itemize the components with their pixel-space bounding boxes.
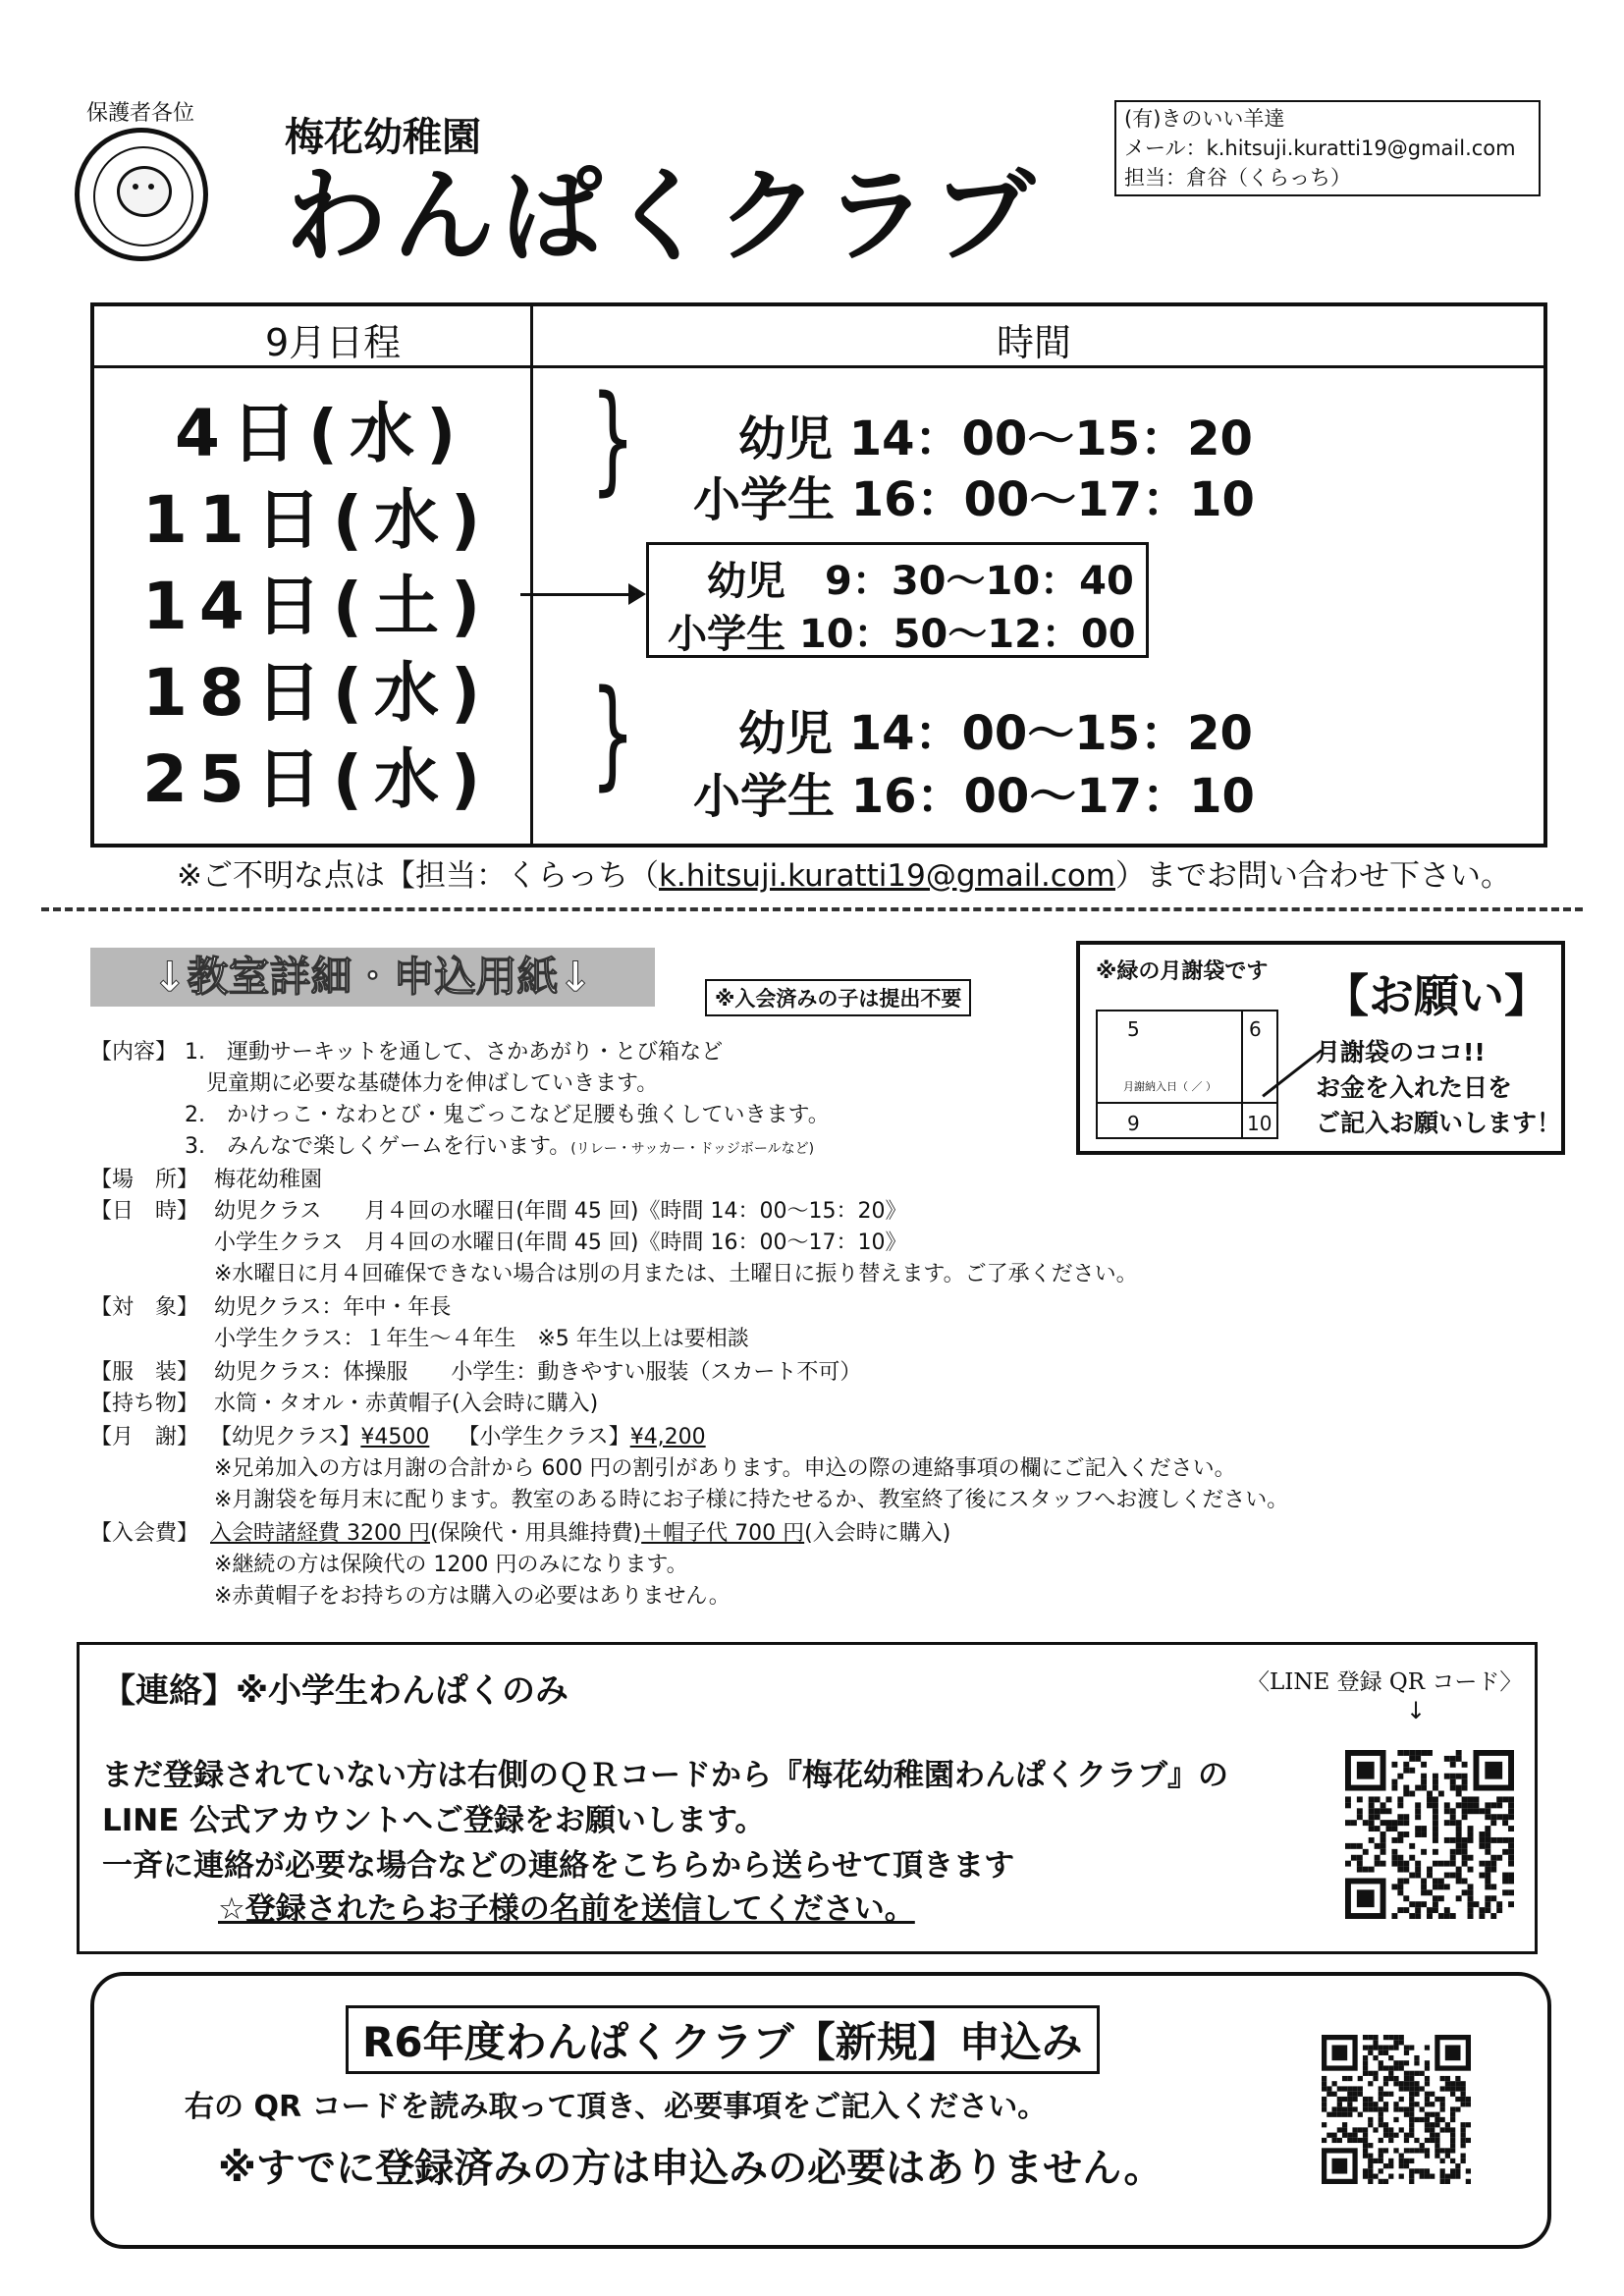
envelope-number: 6 — [1249, 1017, 1262, 1041]
detail-label: 【対 象】 — [90, 1295, 199, 1320]
schedule-date: 25日(水) — [142, 741, 493, 817]
onegai-title: 【お願い】 — [1324, 969, 1549, 1022]
brace-icon: } — [590, 371, 636, 508]
detail-bring: 水筒・タオル・赤黄帽子(入会時に購入) — [214, 1392, 599, 1416]
addressee: 保護者各位 — [86, 101, 195, 126]
down-arrow-icon: ↓ — [1406, 1697, 1427, 1724]
detail-content-text: 3. みんなで楽しくゲームを行います。 — [185, 1134, 571, 1159]
saturday-time-elem: 小学生 10：50〜12：00 — [668, 612, 1136, 657]
detail-fee — [210, 1422, 706, 1453]
detail-label: 【日 時】 — [90, 1199, 199, 1224]
application-qr-code-icon[interactable] — [1322, 2035, 1471, 2184]
join-fee-desc: (保険代・用具維持費) — [429, 1521, 642, 1546]
envelope-number: 9 — [1127, 1112, 1140, 1135]
hat-fee: ＋帽子代 700 円 — [641, 1521, 805, 1546]
new-application-instruction: 右の QR コードを読み取って頂き、必要事項をご記入ください。 — [185, 2090, 1048, 2124]
inquiry-suffix: ）までお問い合わせ下さい。 — [1115, 858, 1511, 894]
contact-box — [1114, 100, 1541, 196]
envelope-number: 5 — [1127, 1017, 1140, 1041]
contact-line: 一斉に連絡が必要な場合などの連絡をこちらから送らせて頂きます — [102, 1848, 1015, 1884]
page-title: わんぱくクラブ — [285, 156, 1042, 276]
schedule-date: 14日(土) — [142, 569, 493, 644]
detail-time-note: ※水曜日に月４回確保できない場合は別の月または、土曜日に振り替えます。ご了承ください。 — [214, 1262, 1138, 1286]
envelope-number: 10 — [1247, 1112, 1272, 1135]
contact-section-heading: 【連絡】※小学生わんぱくのみ — [102, 1671, 569, 1711]
weekday-time-elem: 小学生 16：00〜17：10 — [693, 769, 1255, 824]
detail-label: 【場 所】 — [90, 1168, 199, 1192]
detail-label: 【服 装】 — [90, 1360, 199, 1385]
details-section-header: ↓教室詳細・申込用紙↓ — [90, 948, 655, 1007]
inquiry-note — [177, 850, 1511, 895]
join-fee: 入会時諸経費 3200 円 — [210, 1521, 430, 1546]
schedule-date: 4日(水) — [175, 396, 468, 471]
contact-line: ☆登録されたらお子様の名前を送信してください。 — [218, 1891, 915, 1927]
detail-join-note: ※継続の方は保険代の 1200 円のみになります。 — [214, 1553, 688, 1577]
contact-email: メール：k.hitsuji.kuratti19@gmail.com — [1124, 137, 1516, 160]
onegai-line: 月謝袋のココ!! — [1316, 1038, 1486, 1066]
inquiry-prefix: ※ご不明な点は【担当：くらっち（ — [177, 858, 659, 894]
schedule-header-date: 9月日程 — [265, 321, 402, 364]
detail-time: 幼児クラス 月４回の水曜日(年間 45 回)《時間 14：00〜15：20》 — [214, 1199, 907, 1224]
contact-line: まだ登録されていない方は右側のＱＲコードから『梅花幼稚園わんぱくクラブ』の — [102, 1758, 1228, 1793]
detail-content — [185, 1131, 814, 1165]
detail-fee-note: ※兄弟加入の方は月謝の合計から 600 円の割引があります。申込の際の連絡事項の欄にご記入ください。 — [214, 1456, 1236, 1481]
onegai-line: ご記入お願いします！ — [1316, 1109, 1562, 1137]
hat-fee-desc: (入会時に購入) — [804, 1521, 951, 1546]
detail-join — [210, 1518, 950, 1550]
schedule-header-time: 時間 — [997, 321, 1072, 364]
detail-content-note: (リレー・サッカー・ドッジボールなど) — [570, 1141, 815, 1157]
detail-time: 小学生クラス 月４回の水曜日(年間 45 回)《時間 16：00〜17：10》 — [214, 1230, 907, 1255]
onegai-line: お金を入れた日を — [1316, 1073, 1513, 1102]
detail-place: 梅花幼稚園 — [214, 1168, 323, 1192]
fee-kid: ¥4500 — [360, 1425, 430, 1449]
schedule-date: 11日(水) — [142, 482, 493, 558]
detail-target: 幼児クラス：年中・年長 — [214, 1295, 452, 1320]
detail-join-note: ※赤黄帽子をお持ちの方は購入の必要はありません。 — [214, 1584, 731, 1609]
envelope-date-field: 月謝納入日（ ／ ） — [1123, 1080, 1217, 1093]
inquiry-email-link[interactable]: k.hitsuji.kuratti19@gmail.com — [658, 858, 1115, 894]
company-name: (有)きのいい羊達 — [1124, 107, 1285, 131]
fee-elem: ¥4,200 — [629, 1425, 706, 1449]
arrow-head-icon — [628, 583, 646, 605]
envelope-note: ※緑の月謝袋です — [1096, 959, 1269, 984]
line-qr-code-icon[interactable] — [1345, 1750, 1514, 1919]
kinoii-hitsuji-logo — [75, 128, 208, 261]
saturday-time-kids: 幼児 9：30〜10：40 — [707, 559, 1134, 604]
fee-kid-label: 【幼児クラス】 — [210, 1425, 361, 1449]
new-application-title: R6年度わんぱくクラブ【新規】申込み — [346, 2005, 1100, 2074]
fee-elem-label: 【小学生クラス】 — [458, 1425, 630, 1449]
envelope-illustration — [1096, 1010, 1278, 1139]
detail-content: 児童期に必要な基礎体力を伸ばしていきます。 — [206, 1071, 659, 1096]
weekday-time-elem: 小学生 16：00〜17：10 — [693, 472, 1255, 527]
brace-icon: } — [590, 666, 636, 802]
schedule-date: 18日(水) — [142, 655, 493, 731]
detail-content: 2. かけっこ・なわとび・鬼ごっこなど足腰も強くしていきます。 — [185, 1103, 830, 1127]
qr-caption: 〈LINE 登録 QR コード〉 — [1247, 1669, 1523, 1695]
weekday-time-kids: 幼児 14：00〜15：20 — [738, 706, 1253, 761]
contact-person: 担当：倉谷（くらっち） — [1124, 166, 1351, 190]
detail-label: 【持ち物】 — [90, 1392, 199, 1416]
new-application-note: ※すでに登録済みの方は申込みの必要はありません。 — [218, 2146, 1164, 2191]
detail-fee-note: ※月謝袋を毎月末に配ります。教室のある時にお子様に持たせるか、教室終了後にスタッフへお渡しください。 — [214, 1488, 1289, 1512]
detail-label: 【入会費】 — [90, 1521, 199, 1546]
detail-target: 小学生クラス：１年生〜４年生 ※5 年生以上は要相談 — [214, 1327, 749, 1351]
detail-label: 【内容】 — [90, 1040, 178, 1065]
school-name: 梅花幼稚園 — [285, 115, 481, 160]
weekday-time-kids: 幼児 14：00〜15：20 — [738, 411, 1253, 466]
arrow-right-icon — [520, 593, 642, 596]
cut-line-divider — [41, 907, 1583, 911]
no-submit-note: ※入会済みの子は提出不要 — [705, 979, 971, 1016]
detail-label: 【月 謝】 — [90, 1425, 199, 1449]
detail-wear: 幼児クラス：体操服 小学生：動きやすい服装（スカート不可） — [214, 1360, 862, 1385]
contact-line: LINE 公式アカウントへご登録をお願いします。 — [102, 1803, 766, 1838]
detail-content: 1. 運動サーキットを通して、さかあがり・とび箱など — [185, 1040, 724, 1065]
